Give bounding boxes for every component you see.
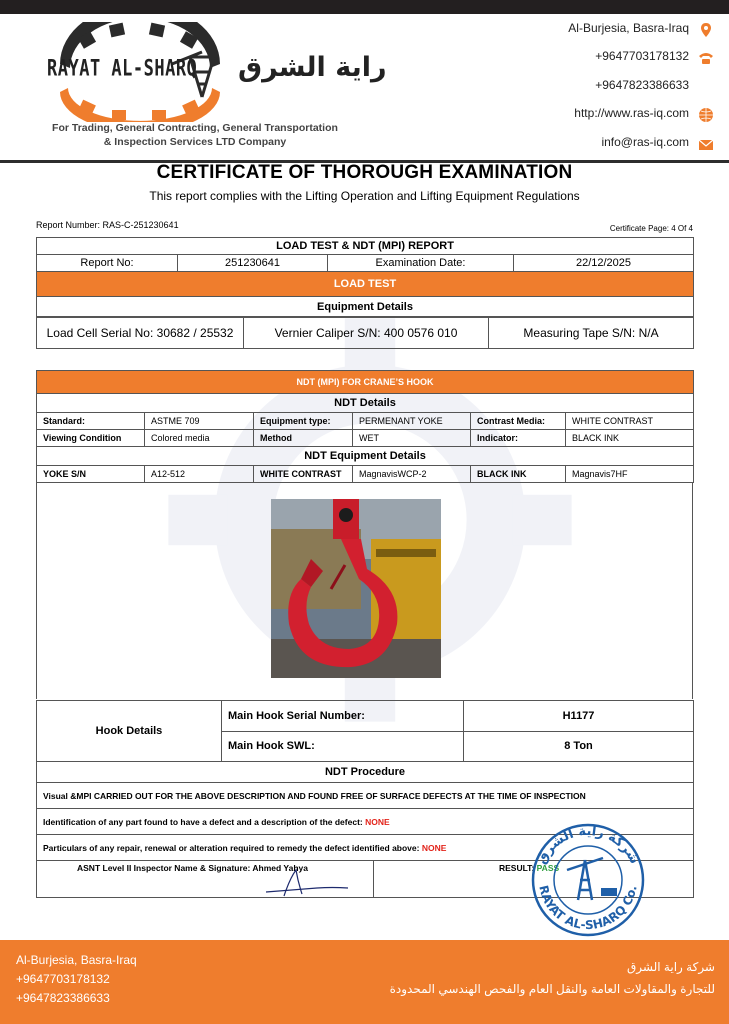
certificate-subtitle: This report complies with the Lifting Operation and Lifting Equipment Regulations — [149, 189, 580, 203]
load-test-equipment-table — [36, 316, 694, 349]
footer-phone-2: +9647823386633 — [16, 991, 110, 1005]
result-value: PASS — [536, 863, 560, 873]
report-no-label: Report No: — [37, 255, 178, 272]
indicator-label: Indicator: — [471, 430, 566, 447]
white-contrast-label: WHITE CONTRAST — [254, 466, 353, 483]
brand-name-en: RAYAT AL-SHARQ — [47, 56, 198, 82]
hook-details-label: Hook Details — [37, 701, 222, 762]
footer-ar-line-2: للتجارة والمقاولات العامة والنقل العام والفحص الهندسي المحدودة — [389, 982, 715, 996]
exam-date-value: 22/12/2025 — [514, 255, 694, 272]
contact-email[interactable]: info@ras-iq.com — [601, 135, 689, 149]
certificate-title: CERTIFICATE OF THOROUGH EXAMINATION — [156, 162, 573, 183]
yoke-label: YOKE S/N — [37, 466, 145, 483]
black-ink-label: BLACK INK — [471, 466, 566, 483]
inspector-signature — [262, 868, 352, 900]
brand-name-ar: راية الشرق — [238, 52, 387, 83]
result-label: RESULT: — [499, 863, 535, 873]
contrast-media-value: WHITE CONTRAST — [566, 413, 694, 430]
certificate-page: Certificate Page: 4 Of 4 — [609, 224, 693, 233]
location-pin-icon — [698, 22, 714, 38]
globe-icon — [698, 107, 714, 123]
inspector-label: ASNT Level II Inspector Name & Signature: Ahmed Yahya — [77, 863, 308, 873]
method-value: WET — [353, 430, 471, 447]
report-header-table — [36, 237, 694, 318]
equipment-details-heading: Equipment Details — [37, 297, 694, 318]
contact-website[interactable]: http://www.ras-iq.com — [574, 106, 689, 120]
company-stamp — [523, 818, 653, 938]
contact-phone-1: +9647703178132 — [595, 49, 689, 63]
viewing-condition-value: Colored media — [145, 430, 254, 447]
phone-icon — [698, 50, 714, 66]
report-number: Report Number: RAS-C-251230641 — [36, 220, 179, 230]
procedure-line-3-label: Particulars of any repair, renewal or alteration required to remedy the defect identified above: — [43, 842, 420, 853]
viewing-condition-label: Viewing Condition — [37, 430, 145, 447]
ndt-equipment-heading: NDT Equipment Details — [37, 447, 694, 466]
contrast-media-label: Contrast Media: — [471, 413, 566, 430]
tagline-line-1: For Trading, General Contracting, General Transportation — [52, 122, 338, 134]
ndt-details-heading: NDT Details — [37, 394, 694, 413]
contact-address: Al-Burjesia, Basra-Iraq — [568, 21, 689, 35]
hook-swl-label: Main Hook SWL: — [222, 731, 464, 762]
procedure-line-2-label: Identification of any part found to have a defect and a description of the defect: — [43, 816, 363, 827]
procedure-heading: NDT Procedure — [37, 762, 694, 783]
measuring-tape-serial: Measuring Tape S/N: N/A — [489, 317, 694, 349]
hook-swl-value: 8 Ton — [464, 731, 694, 762]
footer-contacts — [16, 951, 137, 1008]
stamp-text-top: شركة راية الشرق — [534, 823, 642, 867]
standard-value: ASTME 709 — [145, 413, 254, 430]
standard-label: Standard: — [37, 413, 145, 430]
tagline-line-2: & Inspection Services LTD Company — [103, 136, 287, 148]
footer-address: Al-Burjesia, Basra-Iraq — [16, 953, 137, 967]
equipment-type-value: PERMENANT YOKE — [353, 413, 471, 430]
indicator-value: BLACK INK — [566, 430, 694, 447]
footer-arabic — [390, 956, 715, 1000]
footer-phone-1: +9647703178132 — [16, 972, 110, 986]
hook-serial-value: H1177 — [464, 701, 694, 732]
report-header-title: LOAD TEST & NDT (MPI) REPORT — [37, 238, 694, 255]
equipment-type-label: Equipment type: — [254, 413, 353, 430]
ndt-banner: NDT (MPI) FOR CRANE’S HOOK — [37, 371, 694, 394]
method-label: Method — [254, 430, 353, 447]
hook-serial-label: Main Hook Serial Number: — [222, 701, 464, 732]
load-cell-serial: Load Cell Serial No: 30682 / 25532 — [37, 317, 244, 349]
crane-hook-photo — [271, 499, 441, 678]
exam-date-label: Examination Date: — [328, 255, 514, 272]
black-ink-value: Magnavis7HF — [566, 466, 694, 483]
procedure-line-3-value: NONE — [421, 842, 447, 853]
vernier-caliper-serial: Vernier Caliper S/N: 400 0576 010 — [244, 317, 489, 349]
email-icon — [698, 137, 714, 153]
contact-phone-2: +9647823386633 — [595, 78, 689, 92]
yoke-value: A12-512 — [145, 466, 254, 483]
ndt-details-table — [36, 370, 694, 483]
svg-text:شركة راية الشرق — [534, 824, 642, 867]
top-bar — [0, 0, 729, 14]
report-no-value: 251230641 — [178, 255, 328, 272]
white-contrast-value: MagnavisWCP-2 — [353, 466, 471, 483]
stamp-text-bottom: RAYAT AL-SHARQ Co. — [536, 883, 640, 933]
company-tagline — [40, 121, 350, 149]
procedure-line-1: Visual &MPI CARRIED OUT FOR THE ABOVE DESCRIPTION AND FOUND FREE OF SURFACE DEFECTS AT THE TIME OF INSPECTION — [37, 783, 694, 809]
load-test-banner: LOAD TEST — [37, 272, 694, 297]
footer-ar-line-1: شركة راية الشرق — [626, 960, 715, 974]
procedure-line-2-value: NONE — [365, 816, 390, 827]
